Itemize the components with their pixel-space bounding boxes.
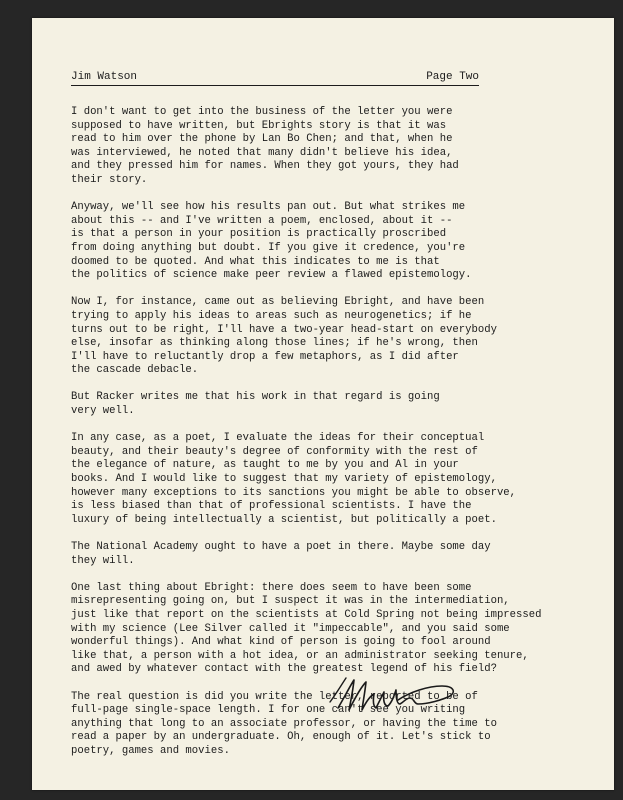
text-line: they will. [71, 554, 135, 567]
text-line: with my science (Lee Silver called it "impeccable", and you said some [71, 622, 510, 635]
text-line: read a paper by an undergraduate. Oh, enough of it. Let's stick to [71, 731, 491, 744]
text-line: supposed to have written, but Ebrights story is that it was [71, 119, 447, 132]
text-line: however many exceptions to its sanctions you might be able to observe, [71, 486, 517, 499]
paragraph [71, 691, 541, 759]
paragraph [71, 541, 541, 568]
paragraph [71, 296, 541, 378]
handwritten-signature [324, 672, 464, 716]
text-line: about this -- and I've written a poem, enclosed, about it -- [71, 214, 453, 227]
text-line: beauty, and their beauty's degree of conformity with the rest of [71, 445, 478, 458]
text-line: doomed to be quoted. And what this indicates to me is that [71, 255, 440, 268]
text-line: full-page single-space length. I for one can't see you writing [71, 704, 466, 717]
text-line: Anyway, we'll see how his results pan out. But what strikes me [71, 201, 466, 214]
text-line: else, insofar as thinking along those lines; if he's wrong, then [71, 337, 478, 350]
text-line: their story. [71, 173, 148, 186]
paragraph [71, 432, 541, 527]
text-line: The real question is did you write the letter, reported to be of [71, 690, 478, 703]
text-line: But Racker writes me that his work in that regard is going [71, 391, 440, 404]
text-line: read to him over the phone by Lan Bo Chen; and that, when he [71, 133, 453, 146]
text-line: The National Academy ought to have a poet in there. Maybe some day [71, 541, 491, 553]
text-line: very well. [71, 405, 135, 418]
page-header [71, 71, 479, 86]
paragraph [71, 106, 541, 188]
text-line: anything that long to an associate professor, or having the time to [71, 717, 497, 730]
text-line: the politics of science make peer review a flawed epistemology. [71, 269, 472, 282]
text-line: the cascade debacle. [71, 364, 199, 377]
page-number: Page Two [426, 71, 479, 83]
text-line: In any case, as a poet, I evaluate the ideas for their conceptual [71, 432, 485, 445]
text-line: misrepresenting going on, but I suspect it was in the intermediation, [71, 595, 510, 608]
text-line: Now I, for instance, came out as believing Ebright, and have been [71, 296, 485, 309]
text-line: books. And I would like to suggest that my variety of epistemology, [71, 473, 497, 486]
text-line: and they pressed him for names. When they got yours, they had [71, 160, 459, 173]
text-line: I don't want to get into the business of the letter you were [71, 106, 453, 118]
text-line: from doing anything but doubt. If you give it credence, you're [71, 241, 466, 254]
text-line: just like that report on the scientists at Cold Spring not being impressed [71, 608, 542, 621]
text-line: One last thing about Ebright: there does seem to have been some [71, 581, 472, 594]
text-line: turns out to be right, I'll have a two-year head-start on everybody [71, 323, 497, 336]
text-line: like that, a person with a hot idea, or an administrator seeking tenure, [71, 649, 529, 662]
paragraph [71, 582, 541, 677]
text-line: the elegance of nature, as taught to me by you and Al in your [71, 459, 459, 472]
text-line: wonderful things). And what kind of person is going to fool around [71, 636, 491, 649]
text-line: I'll have to reluctantly drop a few metaphors, as I did after [71, 350, 459, 363]
text-line: is that a person in your position is practically proscribed [71, 228, 447, 241]
header-rule [71, 85, 479, 86]
text-line: trying to apply his ideas to areas such as neurogenetics; if he [71, 309, 472, 322]
text-line: poetry, games and movies. [71, 744, 230, 757]
text-line: is less biased than that of professional scientists. I have the [71, 500, 472, 513]
paragraph [71, 201, 541, 283]
text-line: luxury of being intellectually a scientist, but politically a poet. [71, 513, 497, 526]
recipient-name: Jim Watson [71, 71, 138, 83]
text-line: and awed by whatever contact with the greatest legend of his field? [71, 663, 497, 676]
paragraph [71, 391, 541, 418]
letter-body [71, 106, 541, 772]
text-line: was interviewed, he noted that many didn't believe his idea, [71, 146, 453, 159]
